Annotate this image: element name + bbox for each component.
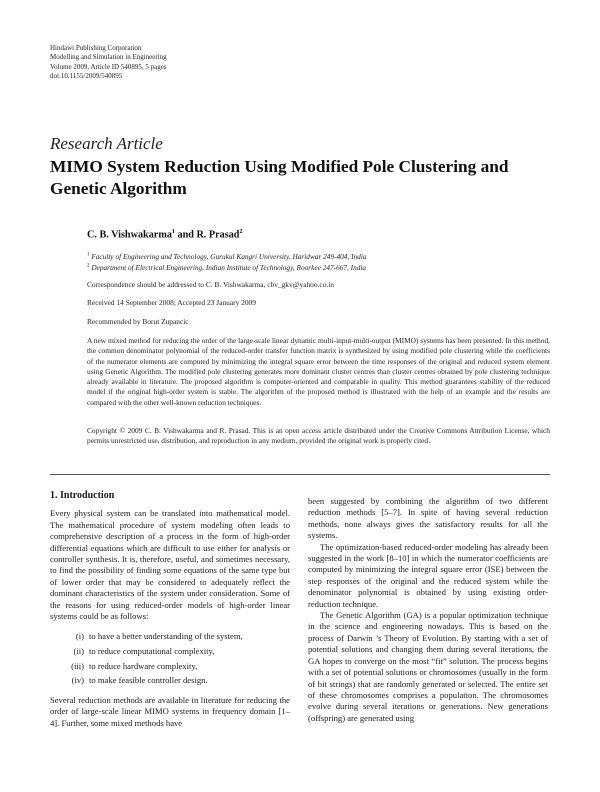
author-name: R. Prasad — [196, 229, 240, 241]
affiliation-marker: 1 — [87, 252, 90, 258]
list-item — [50, 659, 290, 674]
affiliation-marker: 2 — [87, 263, 90, 269]
publication-header — [50, 44, 167, 82]
abstract: A new mixed method for reducing the order of the large-scale linear dynamic multi-input-multi-output (MIMO) systems has been presented. In this method, the common denominator polynomial of the reduced-order transfer function matrix is synthesized by using modified pole clustering while the coefficients of the numerator elements are computed by minimizing the integral square error between the time responses of the original and reduced system element using Genetic Algorithm. The modified pole clustering generates more dominant cluster centres than cluster centres obtained by pole clustering technique already available in literature. The proposed algorithm is computer-oriented and comparable in quality. This method guarantees stability of the reduced model if the original high-order system is stable. The algorithm of the proposed method is illustrated with the help of an example and the results are compared with the other well-known reduction techniques. — [87, 336, 550, 407]
affiliation-text: Faculty of Engineering and Technology, Gurukul Kangri University, Haridwar 249-404, India — [91, 252, 367, 261]
list-item-number: (iii) — [71, 660, 84, 671]
author-separator: and — [174, 229, 197, 241]
recommended-by: Recommended by Borut Zupancic — [87, 317, 189, 326]
author-name: C. B. Vishwakarma — [87, 229, 172, 241]
author-list — [87, 229, 242, 240]
list-item — [50, 644, 290, 659]
volume-info: Volume 2009, Article ID 540895, 5 pages — [50, 62, 167, 71]
body-paragraph: Every physical system can be translated into mathematical model. The mathematical procedure of system modeling often leads to comprehensive description of a process in the form of high-order differential equations which are difficult to use either for analysis or controller synthesis. It is, therefore, useful, and sometimes necessary, to find the possibility of finding some equations of the same type but of lower order that may be considered to adequately reflect the dominant characteristics of the system under consideration. Some of the reasons for using reduced-order models of high-order linear systems could be as follows: — [50, 508, 290, 622]
list-item-text: to reduce hardware complexity, — [89, 660, 198, 671]
list-item-number: (iv) — [71, 675, 84, 686]
list-item-text: to reduce computational complexity, — [89, 646, 215, 657]
body-paragraph: Several reduction methods are available in literature for reducing the order of large-scale linear MIMO systems in frequency domain [1–4]. Further, some mixed methods have — [50, 694, 290, 728]
doi-link[interactable]: doi:10.1155/2009/540895 — [50, 72, 123, 81]
affiliation-text: Department of Electrical Engineering, Indian Institute of Technology, Roorkee 247-667, India — [91, 263, 367, 272]
list-item-text: to have a better understanding of the system, — [89, 631, 243, 642]
section-heading: 1. Introduction — [50, 490, 115, 501]
body-paragraph: The optimization-based reduced-order modeling has already been suggested in the work [8–10] in which the numerator coefficients are computed by minimizing the integral square error (ISE) between the step responses of the original and the reduced system while the denominator polynomial is obtained by using existing order-reduction technique. — [308, 541, 548, 609]
journal-name: Modelling and Simulation in Engineering — [50, 53, 167, 62]
copyright-notice: Copyright © 2009 C. B. Vishwakarma and R. Prasad. This is an open access article distributed under the Creative Commons Attribution License, which permits unrestricted use, distribution, and reproduction in any medium, provided the original work is properly cited. — [87, 426, 550, 446]
publisher-name: Hindawi Publishing Corporation — [50, 44, 142, 52]
paper-title: MIMO System Reduction Using Modified Pole Clustering and Genetic Algorithm — [50, 157, 509, 198]
author-affiliation-marker: 1 — [171, 229, 175, 235]
section-divider — [50, 474, 550, 475]
list-item-number: (i) — [75, 631, 84, 642]
affiliation-2 — [87, 263, 366, 272]
received-dates: Received 14 September 2008; Accepted 23 January 2009 — [87, 298, 256, 307]
right-column — [308, 496, 548, 724]
body-paragraph: been suggested by combining the algorithm of two different reduction methods [5–7]. In spite of having several reduction methods, none always gives the satisfactory results for all the systems. — [308, 496, 548, 541]
list-item-number: (ii) — [73, 646, 84, 657]
body-paragraph: The Genetic Algorithm (GA) is a popular optimization technique in the science and engineering nowadays. This is based on the process of Darwin ’s Theory of Evolution. By starting with a set of potential solutions and changing them during several iterations, the GA hopes to converge on the most “fit” solution. The process begins with a set of potential solutions or chromosomes (usually in the form of bit strings) that are randomly generated or selected. The entire set of these chromosomes comprises a population. The chromosomes evolve during several iterations or generations. New generations (offspring) are generated using — [308, 610, 548, 723]
article-type: Research Article — [50, 134, 163, 153]
reasons-list — [50, 629, 290, 687]
left-column — [50, 490, 290, 729]
list-item — [50, 629, 290, 644]
list-item-text: to make feasible controller design. — [89, 675, 208, 686]
list-item — [50, 673, 290, 688]
correspondence-line: Correspondence should be addressed to C. B. Vishwakarma, cbv_gkv@yahoo.co.in — [87, 280, 334, 289]
affiliation-1 — [87, 252, 367, 261]
author-affiliation-marker: 2 — [239, 229, 243, 235]
